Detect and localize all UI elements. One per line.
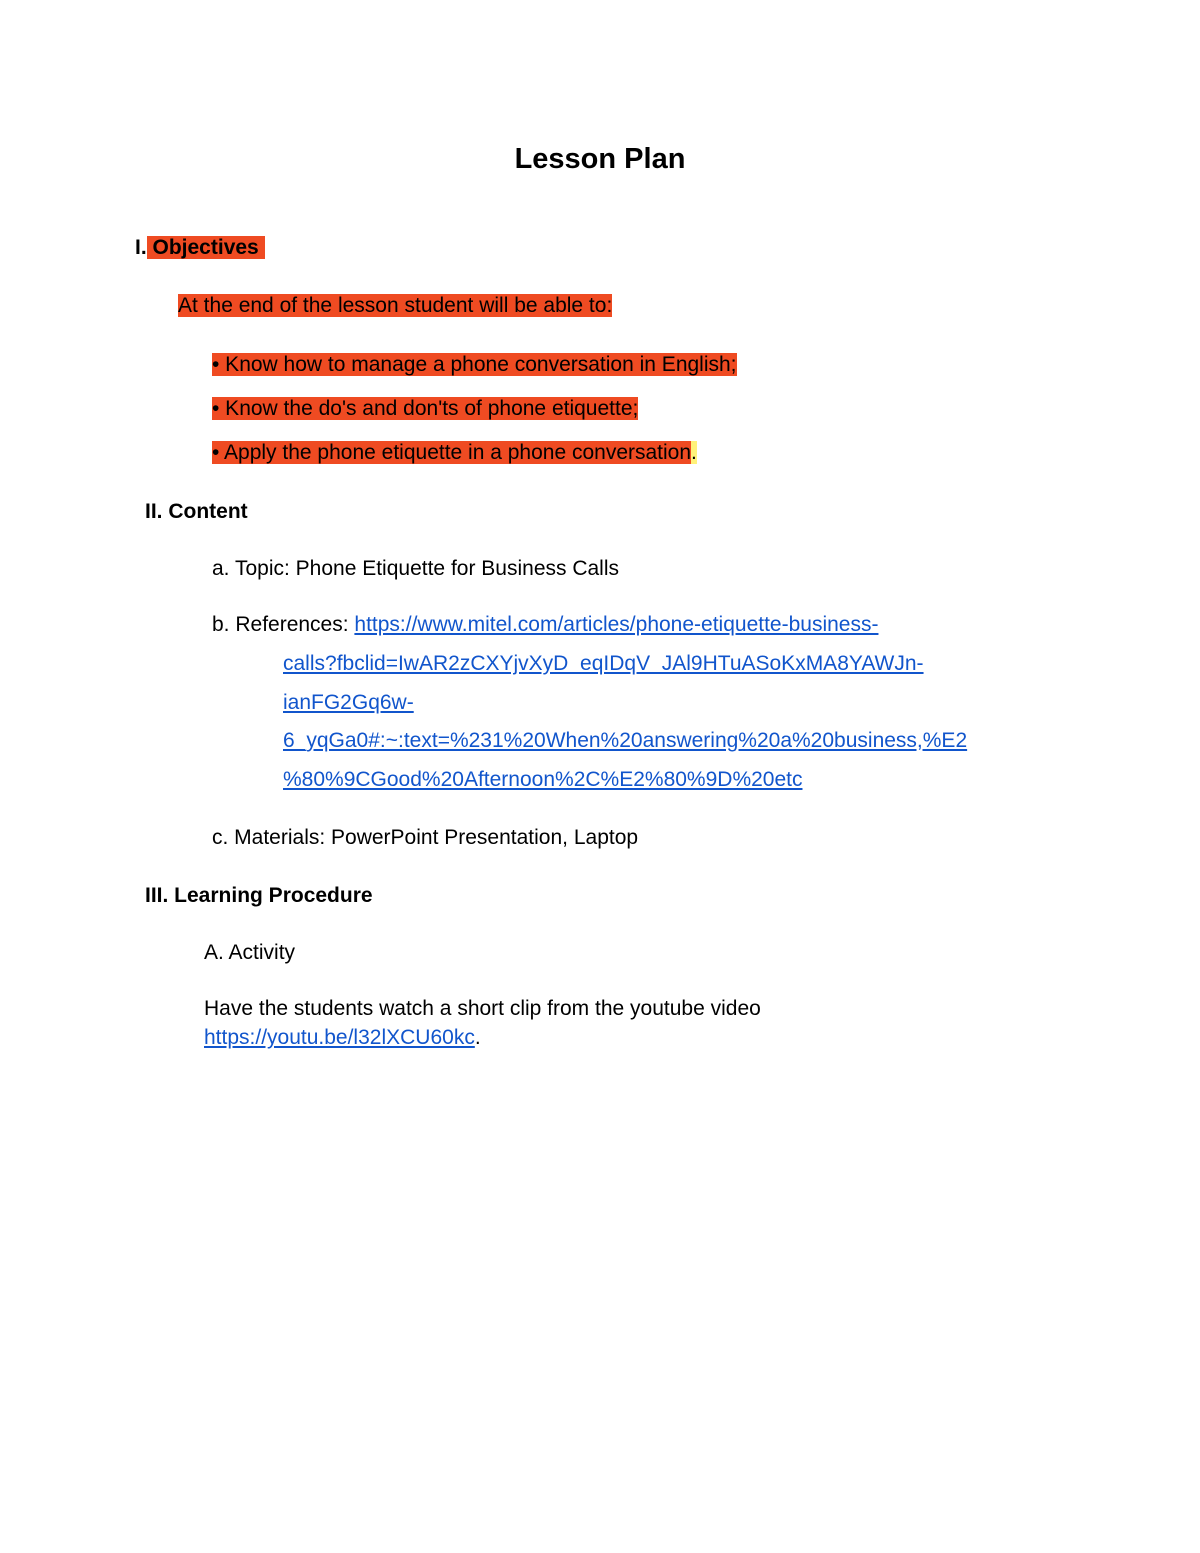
- objective-bullet-3: • Apply the phone etiquette in a phone conversation.: [212, 441, 697, 464]
- objectives-number: I.: [135, 236, 147, 259]
- procedure-heading: III. Learning Procedure: [145, 884, 373, 907]
- video-link[interactable]: https://youtu.be/l32lXCU60kc: [204, 1026, 475, 1049]
- video-period: .: [474, 1026, 481, 1049]
- reference-link-line-5-row: [283, 766, 802, 794]
- objectives-heading: [135, 234, 265, 262]
- content-heading: II. Content: [145, 500, 248, 523]
- objective-bullet-2: • Know the do's and don'ts of phone etiquette;: [212, 397, 639, 420]
- reference-link-line-4[interactable]: 6_yqGa0#:~:text=%231%20When%20answering%20a%20business,%E2: [283, 729, 968, 752]
- content-topic: a. Topic: Phone Etiquette for Business Calls: [212, 557, 620, 580]
- content-references: [212, 611, 878, 639]
- activity-text: Have the students watch a short clip from the youtube video: [204, 997, 761, 1020]
- activity-video-row: [204, 1024, 481, 1052]
- objective-bullet-1: • Know how to manage a phone conversation in English;: [212, 353, 737, 376]
- content-materials: c. Materials: PowerPoint Presentation, Laptop: [212, 826, 639, 849]
- objectives-intro: At the end of the lesson student will be able to:: [178, 294, 613, 317]
- activity-heading: A. Activity: [204, 941, 296, 964]
- reference-link-line-2[interactable]: calls?fbclid=IwAR2zCXYjvXyD_eqIDqV_JAl9HTuASoKxMA8YAWJn-: [283, 652, 924, 675]
- reference-link-line-3[interactable]: ianFG2Gq6w-: [283, 691, 414, 714]
- document-title: Lesson Plan: [514, 143, 686, 175]
- reference-link-line-1[interactable]: https://www.mitel.com/articles/phone-etiquette-business-: [354, 613, 879, 636]
- reference-link-line-5[interactable]: %80%9CGood%20Afternoon%2C%E2%80%9D%20etc: [283, 768, 803, 791]
- objectives-heading-label: Objectives: [146, 236, 265, 259]
- reference-link-line-2-row: [283, 650, 924, 678]
- references-label: b. References:: [212, 613, 355, 636]
- reference-link-line-3-row: [283, 689, 414, 717]
- reference-link-line-4-row: [283, 727, 967, 755]
